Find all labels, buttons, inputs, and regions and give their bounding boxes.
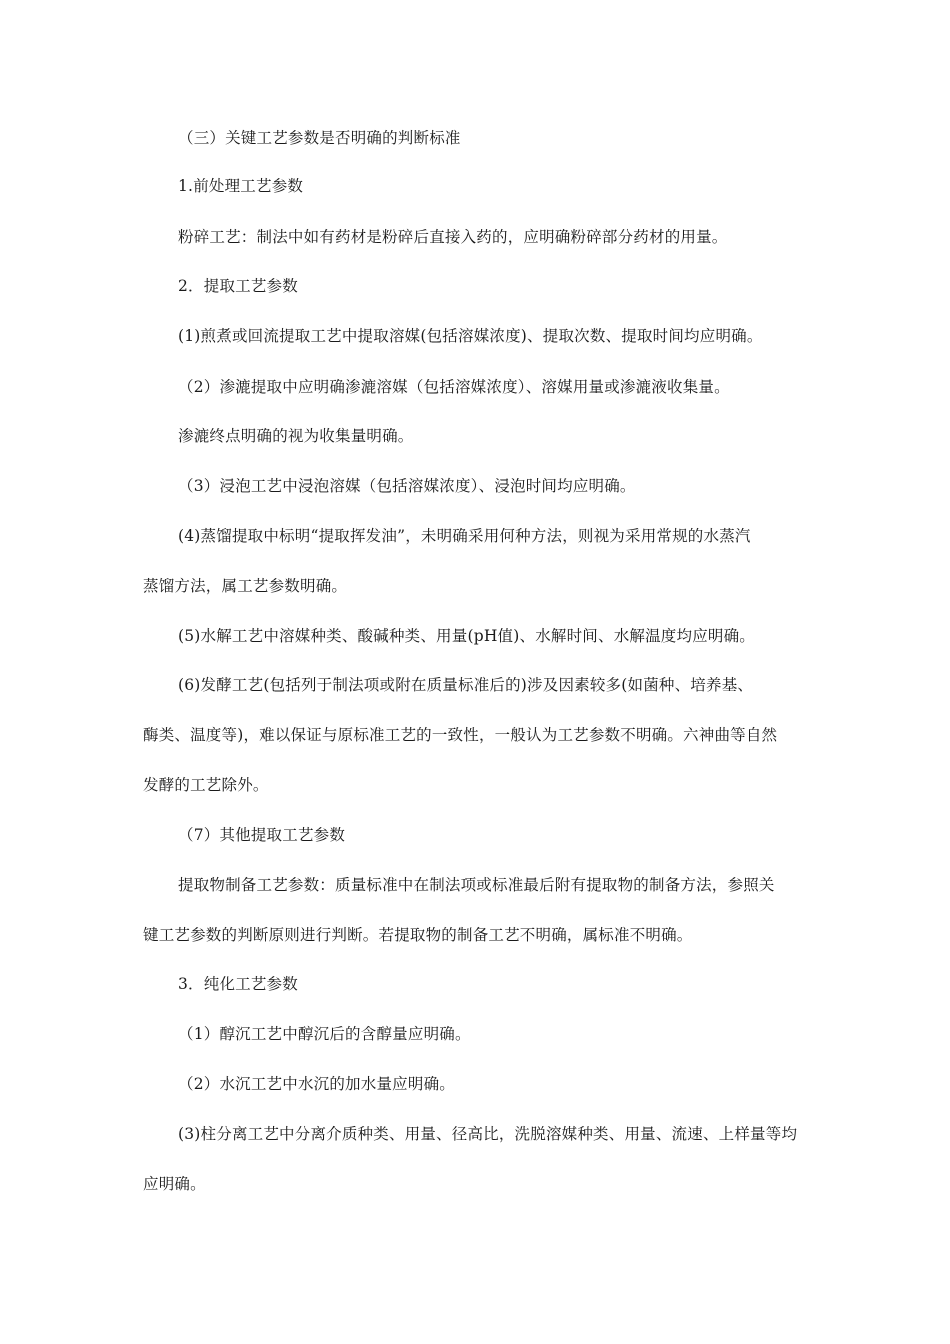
paragraph-distillation-2: 蒸馏方法，属工艺参数明确。 (143, 577, 348, 595)
paragraph-column-separation-1: (3)柱分离工艺中分离介质种类、用量、径高比，洗脱溶媒种类、用量、流速、上样量等均 (178, 1125, 798, 1143)
paragraph-percolation-end: 渗漉终点明确的视为收集量明确。 (178, 427, 414, 445)
paragraph-soaking: （3）浸泡工艺中浸泡溶媒（包括溶媒浓度）、浸泡时间均应明确。 (178, 477, 636, 495)
paragraph-extract-prep-2: 键工艺参数的判断原则进行判断。若提取物的制备工艺不明确，属标准不明确。 (143, 926, 693, 944)
paragraph-alcohol-precipitation: （1）醇沉工艺中醇沉后的含醇量应明确。 (178, 1025, 471, 1043)
subheading-other-extraction: （7）其他提取工艺参数 (178, 826, 346, 844)
paragraph-percolation: （2）渗漉提取中应明确渗漉溶媒（包括溶媒浓度）、溶媒用量或渗漉液收集量。 (178, 378, 730, 396)
paragraph-crushing: 粉碎工艺：制法中如有药材是粉碎后直接入药的，应明确粉碎部分药材的用量。 (178, 228, 728, 246)
subheading-extraction: 2．提取工艺参数 (178, 277, 298, 295)
paragraph-hydrolysis: (5)水解工艺中溶媒种类、酸碱种类、用量(pH值)、水解时间、水解温度均应明确。 (178, 627, 755, 645)
subheading-pretreatment: 1.前处理工艺参数 (178, 177, 304, 195)
paragraph-decoction: (1)煎煮或回流提取工艺中提取溶媒(包括溶媒浓度)、提取次数、提取时间均应明确。 (178, 327, 763, 345)
subheading-purification: 3．纯化工艺参数 (178, 975, 298, 993)
paragraph-fermentation-1: (6)发酵工艺(包括列于制法项或附在质量标准后的)涉及因素较多(如菌种、培养基、 (178, 676, 754, 694)
paragraph-distillation-1: (4)蒸馏提取中标明“提取挥发油”，未明确采用何种方法，则视为采用常规的水蒸汽 (178, 527, 751, 545)
paragraph-fermentation-3: 发酵的工艺除外。 (143, 776, 269, 794)
paragraph-extract-prep-1: 提取物制备工艺参数：质量标准中在制法项或标准最后附有提取物的制备方法，参照关 (178, 876, 775, 894)
paragraph-fermentation-2: 酶类、温度等)，难以保证与原标准工艺的一致性，一般认为工艺参数不明确。六神曲等自然 (143, 726, 778, 744)
section-heading: （三）关键工艺参数是否明确的判断标准 (178, 129, 461, 147)
paragraph-water-precipitation: （2）水沉工艺中水沉的加水量应明确。 (178, 1075, 455, 1093)
paragraph-column-separation-2: 应明确。 (143, 1175, 206, 1193)
